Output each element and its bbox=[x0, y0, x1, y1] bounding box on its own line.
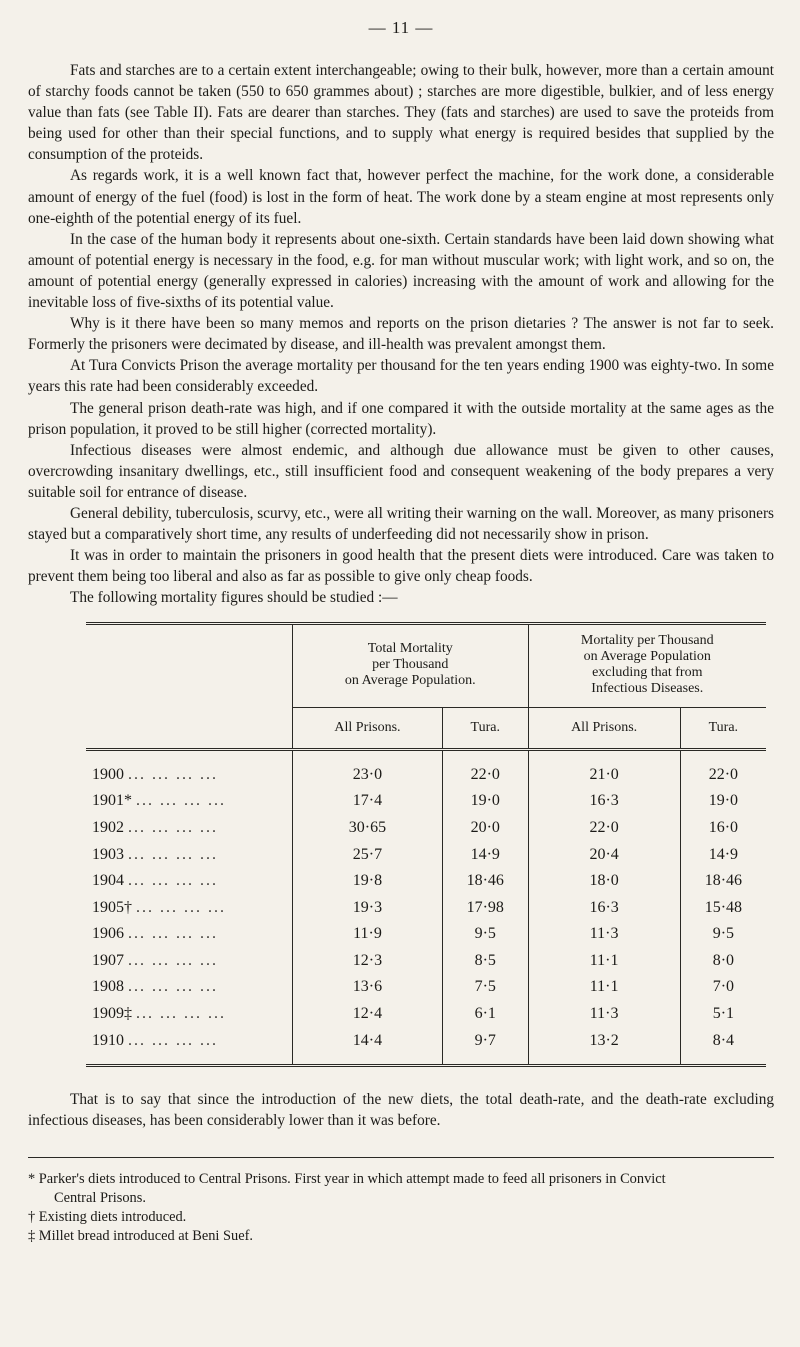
year-cell bbox=[86, 868, 293, 895]
table-row bbox=[86, 948, 766, 975]
table-row bbox=[86, 1027, 766, 1065]
year-cell bbox=[86, 1027, 293, 1065]
footnote: Central Prisons. bbox=[54, 1190, 146, 1207]
leader-dots: ... ... ... ... bbox=[128, 818, 218, 836]
year-label: 1905† bbox=[92, 898, 132, 916]
year-label: 1900 bbox=[92, 765, 124, 783]
leader-dots: ... ... ... ... bbox=[136, 898, 226, 916]
paragraph: Infectious diseases were almost endemic, and although due allowance must be given to other causes, overcrowding insanitary dwellings, etc., still insufficient food and consequent weakening of the body prepares a very suitable soil for entrance of disease. bbox=[28, 441, 774, 501]
conclusion-text bbox=[28, 1089, 774, 1131]
value-cell: 19·0 bbox=[442, 788, 528, 815]
year-cell bbox=[86, 974, 293, 1001]
paragraph: Fats and starches are to a certain extent interchangeable; owing to their bulk, however, more than a certain amount of starchy foods cannot be taken (550 to 650 grammes about) ; starches are more digestible, bulkier, and of less energy value than fats (see Table II). Fats are dearer than starches. They (fats and starches) are used to save the proteids from being used for other than their special functions, and to supply what energy is required besides that supplied by the consumption of the proteids. bbox=[28, 62, 774, 164]
value-cell: 30·65 bbox=[293, 815, 443, 842]
year-label: 1907 bbox=[92, 951, 124, 969]
year-cell bbox=[86, 921, 293, 948]
value-cell: 22·0 bbox=[442, 750, 528, 788]
table-row bbox=[86, 921, 766, 948]
value-cell: 9·7 bbox=[442, 1027, 528, 1065]
value-cell: 17·98 bbox=[442, 894, 528, 921]
paragraph: It was in order to maintain the prisoners in good health that the present diets were introduced. Care was taken to prevent them being too liberal and also as far as possible to give only cheap foods. bbox=[28, 547, 774, 586]
year-cell bbox=[86, 894, 293, 921]
subheader-tura: Tura. bbox=[680, 708, 766, 750]
year-label: 1906 bbox=[92, 925, 124, 943]
value-cell: 19·0 bbox=[680, 788, 766, 815]
value-cell: 11·1 bbox=[528, 974, 680, 1001]
table-row bbox=[86, 788, 766, 815]
year-cell bbox=[86, 841, 293, 868]
value-cell: 13·6 bbox=[293, 974, 443, 1001]
value-cell: 16·3 bbox=[528, 894, 680, 921]
leader-dots: ... ... ... ... bbox=[128, 978, 218, 996]
footnote: ‡ Millet bread introduced at Beni Suef. bbox=[28, 1228, 253, 1245]
year-label: 1904 bbox=[92, 872, 124, 890]
paragraph: At Tura Convicts Prison the average mortality per thousand for the ten years ending 1900 was eighty-two. In some years this rate had been considerably exceeded. bbox=[28, 357, 774, 396]
value-cell: 20·0 bbox=[442, 815, 528, 842]
value-cell: 8·5 bbox=[442, 948, 528, 975]
value-cell: 11·1 bbox=[528, 948, 680, 975]
footnote: † Existing diets introduced. bbox=[28, 1209, 187, 1226]
table-row bbox=[86, 1001, 766, 1028]
table-body bbox=[86, 750, 766, 1066]
paragraph: General debility, tuberculosis, scurvy, etc., were all writing their warning on the wall. Moreover, as many prisoners stayed but a comparatively short time, any results of underfeeding did not necessarily show in prison. bbox=[28, 504, 774, 544]
table-row bbox=[86, 750, 766, 788]
table-row bbox=[86, 815, 766, 842]
value-cell: 22·0 bbox=[528, 815, 680, 842]
paragraph: Why is it there have been so many memos and reports on the prison dietaries ? The answer is not far to seek. Formerly the prisoners were decimated by disease, and ill-health was prevalent amongst them. bbox=[28, 315, 774, 354]
year-cell bbox=[86, 948, 293, 975]
year-cell bbox=[86, 1001, 293, 1028]
value-cell: 11·3 bbox=[528, 1001, 680, 1028]
year-cell bbox=[86, 750, 293, 788]
year-label: 1908 bbox=[92, 978, 124, 996]
value-cell: 20·4 bbox=[528, 841, 680, 868]
year-label: 1909‡ bbox=[92, 1005, 132, 1023]
paragraph: As regards work, it is a well known fact that, however perfect the machine, for the work done, a considerable amount of energy of the fuel (food) is lost in the form of heat. The work done by a steam engine at most represents only one-eighth of the potential energy of its fuel. bbox=[28, 167, 774, 227]
paragraph: The general prison death-rate was high, and if one compared it with the outside mortality at the same ages as the prison population, it proved to be still higher (corrected mortality). bbox=[28, 399, 774, 438]
value-cell: 12·3 bbox=[293, 948, 443, 975]
value-cell: 15·48 bbox=[680, 894, 766, 921]
footnote-divider bbox=[28, 1157, 774, 1158]
value-cell: 14·9 bbox=[680, 841, 766, 868]
excluding-infectious-header: Mortality per Thousand on Average Population excluding that from Infectious Diseases. bbox=[528, 624, 766, 708]
table-row bbox=[86, 841, 766, 868]
value-cell: 17·4 bbox=[293, 788, 443, 815]
table-row bbox=[86, 974, 766, 1001]
mortality-table bbox=[86, 622, 766, 1067]
leader-dots: ... ... ... ... bbox=[128, 872, 218, 890]
value-cell: 11·9 bbox=[293, 921, 443, 948]
value-cell: 7·5 bbox=[442, 974, 528, 1001]
paragraph: In the case of the human body it represents about one-sixth. Certain standards have been laid down showing what amount of potential energy is necessary in the food, e.g. for man without muscular work; with light work, and so on, the amount of potential energy (generally expressed in calories) increasing with the amount of work and allowing for the inevitable loss of five-sixths of its potential value. bbox=[28, 230, 774, 312]
value-cell: 16·0 bbox=[680, 815, 766, 842]
body-text bbox=[28, 60, 774, 608]
value-cell: 9·5 bbox=[442, 921, 528, 948]
paragraph: That is to say that since the introduction of the new diets, the total death-rate, and the death-rate excluding infectious diseases, has been considerably lower than it was before. bbox=[28, 1090, 774, 1130]
value-cell: 9·5 bbox=[680, 921, 766, 948]
value-cell: 11·3 bbox=[528, 921, 680, 948]
value-cell: 14·4 bbox=[293, 1027, 443, 1065]
leader-dots: ... ... ... ... bbox=[128, 951, 218, 969]
leader-dots: ... ... ... ... bbox=[128, 765, 218, 783]
value-cell: 18·46 bbox=[680, 868, 766, 895]
value-cell: 25·7 bbox=[293, 841, 443, 868]
subheader-all-prisons: All Prisons. bbox=[528, 708, 680, 750]
year-label: 1910 bbox=[92, 1031, 124, 1049]
value-cell: 18·46 bbox=[442, 868, 528, 895]
value-cell: 8·4 bbox=[680, 1027, 766, 1065]
paragraph: The following mortality figures should be studied :— bbox=[70, 589, 398, 607]
value-cell: 8·0 bbox=[680, 948, 766, 975]
value-cell: 14·9 bbox=[442, 841, 528, 868]
year-header-blank bbox=[86, 624, 293, 708]
table-row bbox=[86, 868, 766, 895]
value-cell: 12·4 bbox=[293, 1001, 443, 1028]
value-cell: 22·0 bbox=[680, 750, 766, 788]
value-cell: 21·0 bbox=[528, 750, 680, 788]
value-cell: 16·3 bbox=[528, 788, 680, 815]
leader-dots: ... ... ... ... bbox=[128, 1031, 218, 1049]
year-cell bbox=[86, 788, 293, 815]
table-row bbox=[86, 894, 766, 921]
subheader-all-prisons: All Prisons. bbox=[293, 708, 443, 750]
value-cell: 23·0 bbox=[293, 750, 443, 788]
leader-dots: ... ... ... ... bbox=[128, 925, 218, 943]
leader-dots: ... ... ... ... bbox=[128, 845, 218, 863]
footnotes bbox=[28, 1170, 774, 1246]
year-label: 1903 bbox=[92, 845, 124, 863]
year-label: 1901* bbox=[92, 792, 132, 810]
page-number: — 11 — bbox=[368, 18, 434, 37]
value-cell: 13·2 bbox=[528, 1027, 680, 1065]
subheader-tura: Tura. bbox=[442, 708, 528, 750]
footnote: * Parker's diets introduced to Central Prisons. First year in which attempt made to feed all prisoners in Convict bbox=[28, 1171, 666, 1188]
value-cell: 6·1 bbox=[442, 1001, 528, 1028]
value-cell: 7·0 bbox=[680, 974, 766, 1001]
leader-dots: ... ... ... ... bbox=[136, 1005, 226, 1023]
year-cell bbox=[86, 815, 293, 842]
total-mortality-header: Total Mortality per Thousand on Average Population. bbox=[293, 624, 529, 708]
value-cell: 5·1 bbox=[680, 1001, 766, 1028]
value-cell: 18·0 bbox=[528, 868, 680, 895]
leader-dots: ... ... ... ... bbox=[136, 792, 226, 810]
value-cell: 19·8 bbox=[293, 868, 443, 895]
value-cell: 19·3 bbox=[293, 894, 443, 921]
year-label: 1902 bbox=[92, 818, 124, 836]
